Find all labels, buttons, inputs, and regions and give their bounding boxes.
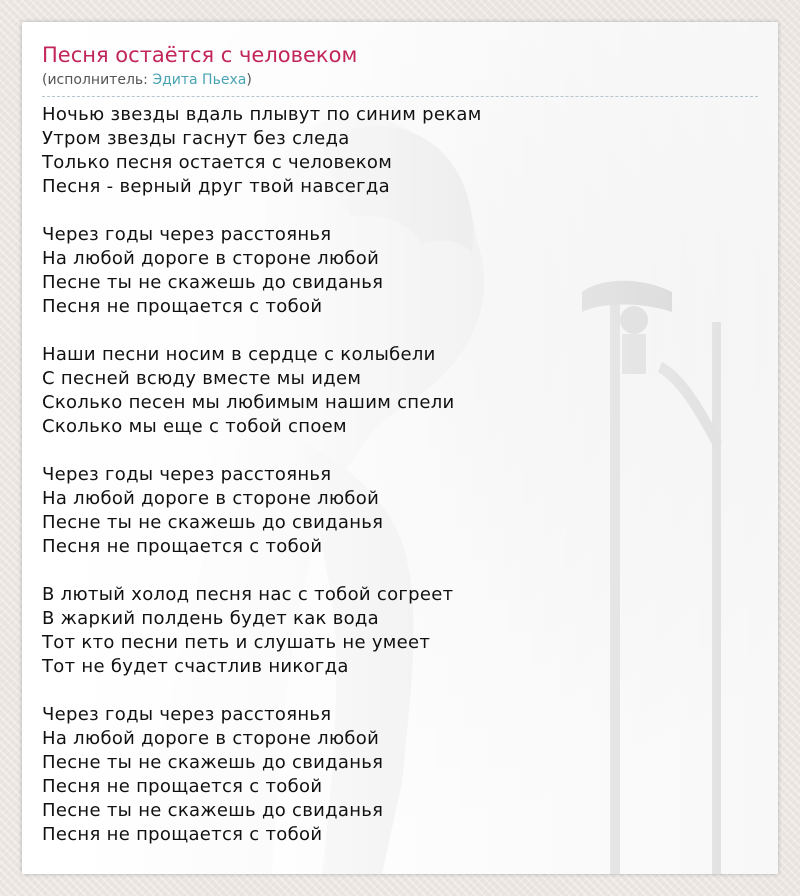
- lyrics-line: Песне ты не скажешь до свиданья: [42, 752, 384, 773]
- lyrics-line: Наши песни носим в сердце с колыбели: [42, 344, 436, 365]
- lyrics-line: С песней всюду вместе мы идем: [42, 368, 362, 389]
- title-divider: [42, 96, 758, 97]
- lyrics-line: Сколько мы еще с тобой споем: [42, 416, 347, 437]
- lyrics-line: На любой дороге в стороне любой: [42, 728, 380, 749]
- lyrics-line: Песне ты не скажешь до свиданья: [42, 800, 384, 821]
- artist-link[interactable]: Эдита Пьеха: [152, 72, 247, 88]
- lyrics-line: Через годы через расстоянья: [42, 704, 332, 725]
- artist-prefix: (исполнитель:: [42, 72, 153, 88]
- lyrics-stanza: [42, 463, 758, 559]
- lyrics-stanza: [42, 223, 758, 319]
- lyrics-card: [22, 22, 778, 874]
- lyrics-text: [42, 103, 758, 847]
- lyrics-line: Песня не прощается с тобой: [42, 776, 323, 797]
- lyrics-line: Через годы через расстоянья: [42, 464, 332, 485]
- lyrics-line: Сколько песен мы любимым нашим спели: [42, 392, 455, 413]
- lyrics-line: Песне ты не скажешь до свиданья: [42, 272, 384, 293]
- lyrics-stanza: [42, 103, 758, 199]
- lyrics-line: На любой дороге в стороне любой: [42, 488, 380, 509]
- lyrics-line: Песня не прощается с тобой: [42, 536, 323, 557]
- lyrics-line: В жаркий полдень будет как вода: [42, 608, 380, 629]
- lyrics-line: Песня - верный друг твой навсегда: [42, 176, 390, 197]
- artist-line: [42, 70, 758, 90]
- lyrics-line: В лютый холод песня нас с тобой согреет: [42, 584, 454, 605]
- lyrics-line: Ночью звезды вдаль плывут по синим рекам: [42, 104, 482, 125]
- lyrics-line: Утром звезды гаснут без следа: [42, 128, 350, 149]
- lyrics-stanza: [42, 583, 758, 679]
- artist-suffix: ): [246, 72, 252, 88]
- lyrics-stanza: [42, 703, 758, 847]
- song-title: Песня остаётся с человеком: [42, 43, 358, 67]
- lyrics-line: Тот не будет счастлив никогда: [42, 656, 349, 677]
- lyrics-line: Через годы через расстоянья: [42, 224, 332, 245]
- lyrics-line: Тот кто песни петь и слушать не умеет: [42, 632, 431, 653]
- lyrics-line: Песня не прощается с тобой: [42, 824, 323, 845]
- lyrics-line: Песня не прощается с тобой: [42, 296, 323, 317]
- lyrics-line: Только песня остается с человеком: [42, 152, 393, 173]
- lyrics-line: Песне ты не скажешь до свиданья: [42, 512, 384, 533]
- lyrics-content: [42, 40, 758, 847]
- lyrics-line: На любой дороге в стороне любой: [42, 248, 380, 269]
- lyrics-stanza: [42, 343, 758, 439]
